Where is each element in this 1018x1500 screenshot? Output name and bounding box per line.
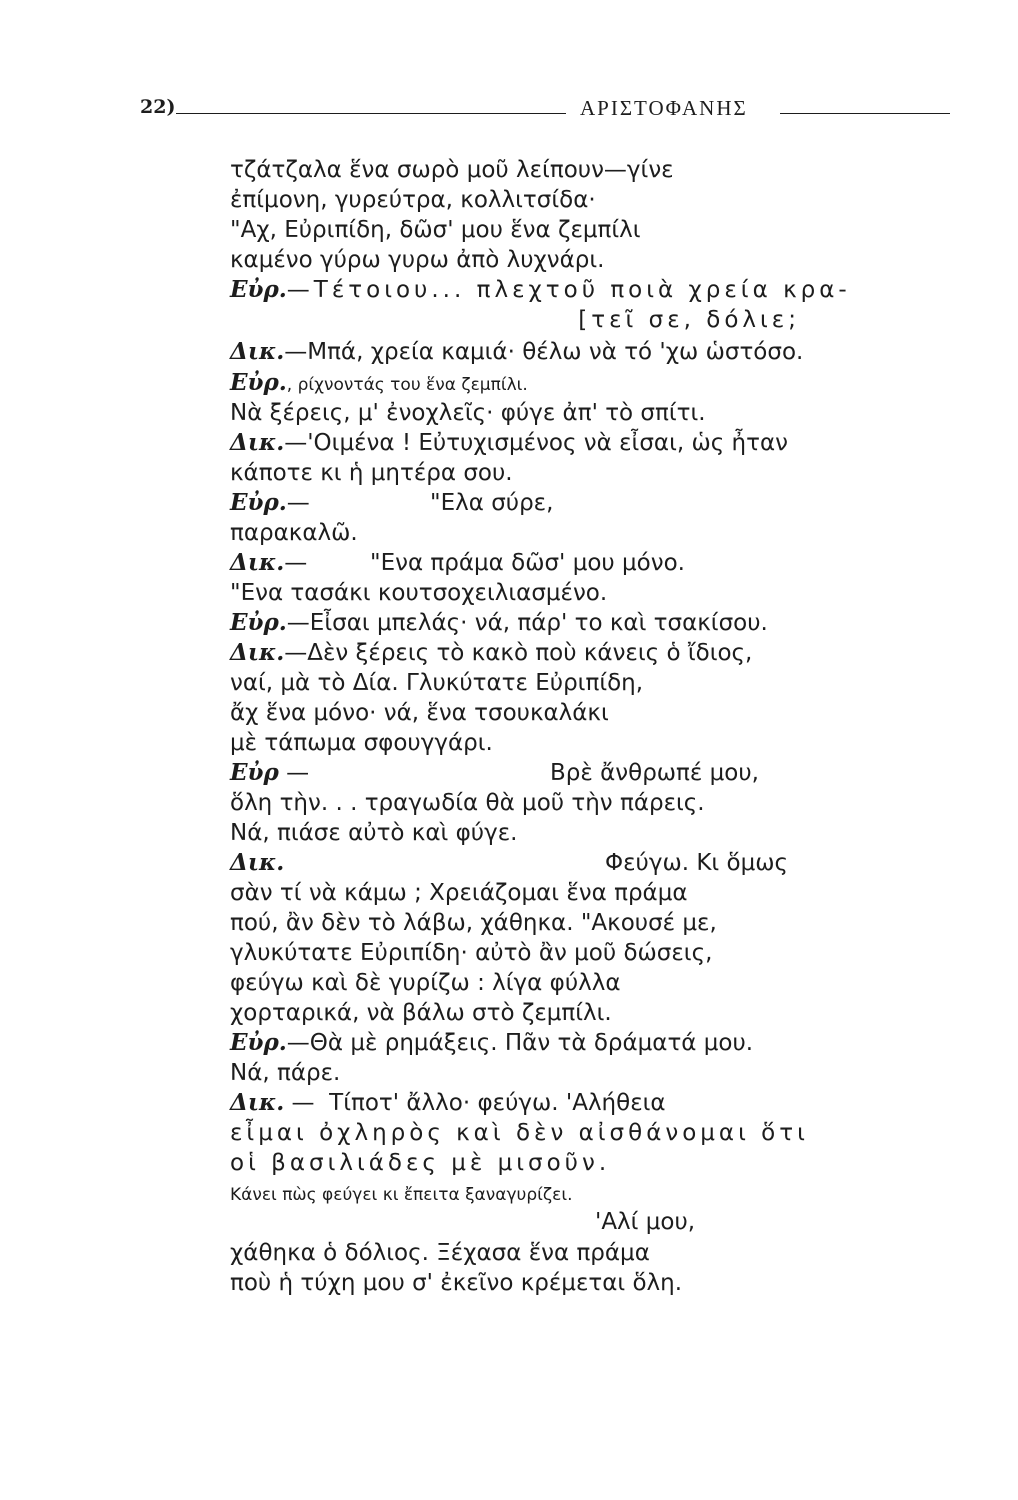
stage-direction-text: , ρίχνοντάς του ἕνα ζεμπίλι. [286,375,528,395]
dialogue-line [230,1028,753,1058]
line-text: Νὰ ξέρεις, μ' ἐνοχλεῖς· φύγε ἀπ' τὸ σπίτι. [230,400,706,426]
line-text: — [286,490,310,516]
dialogue-line [230,1088,666,1118]
dialogue-line [230,275,851,305]
line-text: Νά, πάρε. [230,1060,341,1086]
line-text: ἄχ ἕνα μόνο· νά, ἕνα τσουκαλάκι [230,700,609,726]
line-text: φεύγω καὶ δὲ γυρίζω : λίγα φύλλα [230,970,621,996]
line-text: "Ενα τασάκι κουτσοχειλιασμένο. [230,580,608,606]
dialogue-line [230,518,358,548]
speaker-abbreviation: Δικ. [230,338,285,365]
line-text: ἐπίμονη, γυρεύτρα, κολλιτσίδα· [230,187,596,213]
speaker-abbreviation: Δικ. [230,639,285,666]
dialogue-line [230,1268,682,1298]
speaker-abbreviation: Εὐρ. [230,489,287,516]
speaker-abbreviation: Δικ. [230,429,285,456]
play-text [230,155,870,1445]
dialogue-line [230,337,803,367]
dialogue-line [230,1148,610,1178]
dialogue-line [230,698,609,728]
dialogue-line [230,998,612,1028]
stage-direction-text: Κάνει πὼς φεύγει κι ἔπειτα ξαναγυρίζει. [230,1185,573,1205]
dialogue-line [230,215,641,245]
header-rule-left [176,113,566,114]
speaker-abbreviation: Δικ. [230,549,285,576]
line-text: πού, ἂν δὲν τὸ λάβω, χάθηκα. "Ακουσέ με, [230,910,717,936]
dialogue-line [230,938,712,968]
line-text: χάθηκα ὁ δόλιος. Ξέχασα ἕνα πράμα [230,1240,650,1266]
dialogue-line [230,548,307,578]
line-text: [τεῖ σε, δόλιε; [578,307,800,333]
dialogue-line [230,968,621,998]
line-text: —Τέτοιου... πλεχτοῦ ποιὰ χρεία κρα- [286,277,851,303]
speaker-abbreviation: Εὐρ. [230,276,287,303]
dialogue-line [230,668,643,698]
dialogue-line [230,185,596,215]
line-text: "Αχ, Εὐριπίδη, δῶσ' μου ἕνα ζεμπίλι [230,217,641,243]
stage-direction-line [230,368,528,400]
dialogue-line [230,1118,809,1148]
line-continuation: 'Αλί μου, [595,1209,696,1235]
line-text: — [284,550,308,576]
line-text: παρακαλῶ. [230,520,358,546]
dialogue-line [230,848,284,878]
dialogue-line [230,878,688,908]
line-continuation: Φεύγω. Κι ὅμως [605,850,788,876]
dialogue-line [230,758,309,788]
line-continuation: "Ενα πράμα δῶσ' μου μόνο. [370,550,685,576]
line-text: —Εἶσαι μπελάς· νά, πάρ' το καὶ τσακίσου. [286,610,768,636]
line-text: γλυκύτατε Εὐριπίδη· αὐτὸ ἂν μοῦ δώσεις, [230,940,713,966]
speaker-abbreviation: Δικ. [230,849,285,876]
dialogue-line [230,428,788,458]
dialogue-line [230,908,717,938]
line-text: — Τίποτ' ἄλλο· φεύγω. 'Αλήθεια [284,1090,666,1116]
line-text: —Μπά, χρεία καμιά· θέλω νὰ τό 'χω ὡστόσο. [284,339,804,365]
running-title: ΑΡΙΣΤΟΦΑΝΗΣ [580,96,748,120]
dialogue-line [230,728,493,758]
line-text: —Δὲν ξέρεις τὸ κακὸ ποὺ κάνεις ὁ ἴδιος, [284,640,753,666]
dialogue-line [230,638,752,668]
line-text: οἱ βασιλιάδες μὲ μισοῦν. [230,1150,611,1176]
dialogue-line [230,608,768,638]
dialogue-line [230,788,705,818]
dialogue-line [230,818,517,848]
line-text: —'Οιμένα ! Εὐτυχισμένος νὰ εἶσαι, ὡς ἦταν [284,430,788,456]
line-text: τζάτζαλα ἕνα σωρὸ μοῦ λείπουν—γίνε [230,157,674,183]
dialogue-line [230,458,513,488]
dialogue-line [230,1058,340,1088]
line-text: χορταρικά, νὰ βάλω στὸ ζεμπίλι. [230,1000,612,1026]
speaker-abbreviation: Εὐρ. [230,609,287,636]
line-text: εἶμαι ὀχληρὸς καὶ δὲν αἰσθάνομαι ὅτι [230,1120,809,1146]
dialogue-line [230,155,674,185]
dialogue-line [230,1238,650,1268]
line-text: καμένο γύρω γυρω ἀπὸ λυχνάρι. [230,247,605,273]
dialogue-line [230,578,607,608]
line-text: κάποτε κι ἡ μητέρα σου. [230,460,513,486]
speaker-abbreviation: Εὐρ [230,759,279,786]
line-text: —Θὰ μὲ ρημάξεις. Πᾶν τὰ δράματά μου. [286,1030,754,1056]
line-text: — [278,760,310,786]
line-text: ὅλη τὴν. . . τραγωδία θὰ μοῦ τὴν πάρεις. [230,790,705,816]
page-header [140,96,950,122]
line-continuation: "Ελα σύρε, [430,490,554,516]
speaker-abbreviation: Εὐρ. [230,1029,287,1056]
line-text: ποὺ ἡ τύχη μου σ' ἐκεῖνο κρέμεται ὅλη. [230,1270,683,1296]
line-continuation: Βρὲ ἄνθρωπέ μου, [550,760,759,786]
dialogue-line [578,305,800,335]
line-text: ναί, μὰ τὸ Δία. Γλυκύτατε Εὐριπίδη, [230,670,644,696]
speaker-abbreviation: Δικ. [230,1089,285,1116]
dialogue-line [230,398,706,428]
page-number: 22) [140,96,176,118]
speaker-abbreviation: Εὐρ. [230,369,287,396]
line-text: μὲ τάπωμα σφουγγάρι. [230,730,493,756]
line-text: Νά, πιάσε αὐτὸ καὶ φύγε. [230,820,518,846]
header-rule-right [780,113,950,114]
dialogue-line [230,245,605,275]
stage-direction-line [230,1178,573,1210]
dialogue-line [230,488,310,518]
line-text: σὰν τί νὰ κάμω ; Χρειάζομαι ἕνα πράμα [230,880,688,906]
